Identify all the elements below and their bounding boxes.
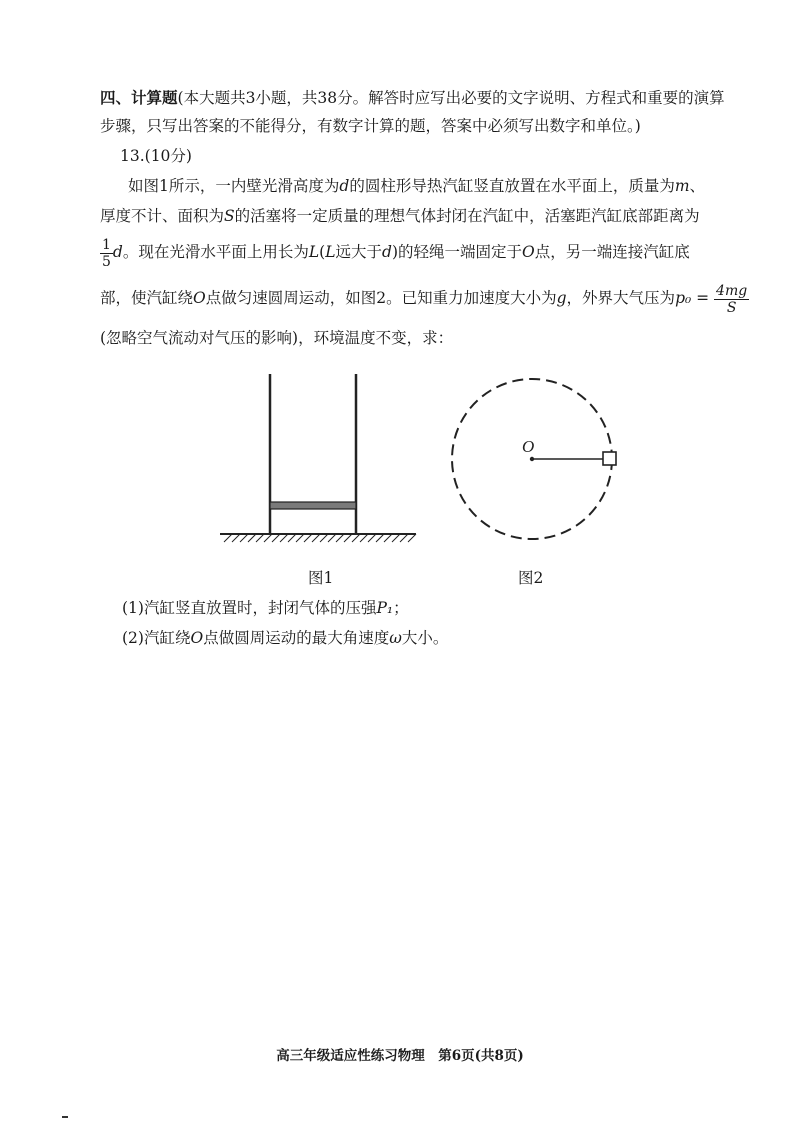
var-O-3: O [190, 629, 204, 647]
q-text-3: 、 [689, 177, 706, 195]
fraction-S-den: S [726, 299, 737, 316]
ground-hatching [224, 534, 416, 542]
q-text-14: = [691, 289, 715, 307]
q-text-6: 。现在光滑水平面上用长为 [122, 243, 309, 261]
sub-question-2-text-c: 大小。 [401, 629, 449, 647]
sub-question-1-text: (1)汽缸竖直放置时，封闭气体的压强 [122, 599, 377, 617]
q-text-8: 远大于 [335, 243, 383, 261]
question-line-1 [128, 176, 705, 196]
question-number [120, 146, 192, 166]
sub-question-2 [122, 628, 448, 648]
piston [270, 502, 356, 509]
q-text-5: 的活塞将一定质量的理想气体封闭在汽缸中，活塞距汽缸底部距离为 [234, 207, 700, 225]
sub-question-1-end: ； [393, 599, 409, 617]
var-omega: ω [389, 629, 402, 647]
figure-2-circle [440, 368, 640, 558]
var-O: O [522, 243, 535, 261]
question-line-4 [100, 280, 749, 316]
q-text-2: 的圆柱形导热汽缸竖直放置在水平面上，质量为 [349, 177, 675, 195]
var-P1: P₁ [376, 599, 394, 617]
var-S: S [224, 207, 235, 225]
var-L: L [308, 243, 320, 261]
var-p0: p₀ [675, 289, 692, 307]
question-line-3 [100, 234, 690, 270]
q-text-7: ( [319, 243, 326, 261]
figure-1-cylinder [210, 368, 430, 558]
question-line-2 [100, 206, 700, 226]
scan-mark [62, 1116, 68, 1118]
q-text-4: 厚度不计、面积为 [100, 207, 225, 225]
question-number-text: 13.(10分) [120, 147, 192, 165]
cylinder-box [603, 452, 616, 465]
section-instructions-a: (本大题共3小题，共38分。解答时应写出必要的文字说明、方程式和重要的演算 [177, 89, 725, 107]
center-label-O: O [522, 437, 535, 456]
section-instructions-b: 步骤，只写出答案的不能得分，有数字计算的题，答案中必须写出数字和单位。) [100, 117, 641, 135]
q-text-9: )的轻绳一端固定于 [391, 243, 523, 261]
fraction-one-fifth-den: 5 [102, 253, 111, 270]
figure-1-caption: 图1 [308, 569, 334, 587]
fraction-4mg-num: 4mg [716, 282, 748, 299]
page-footer: 高三年级适应性练习物理 第6页(共8页) [276, 1048, 524, 1064]
sub-question-2-text-a: (2)汽缸绕 [122, 629, 191, 647]
var-m: m [674, 177, 690, 195]
q-text-15: (忽略空气流动对气压的影响)，环境温度不变，求： [100, 329, 454, 347]
var-g: g [556, 289, 567, 307]
var-d: d [339, 177, 350, 195]
sub-question-1 [122, 598, 409, 618]
section-title: 四、计算题 [100, 88, 178, 107]
var-O-2: O [193, 289, 206, 307]
q-text-10: 点，另一端连接汽缸底 [534, 243, 690, 261]
question-line-5 [100, 328, 453, 348]
q-text-13: ，外界大气压为 [566, 289, 676, 307]
fraction-4mg-over-S [714, 283, 749, 316]
section-header [100, 88, 725, 108]
var-L-2: L [325, 243, 336, 261]
fraction-one-fifth-num: 1 [102, 236, 111, 253]
var-d-3: d [382, 243, 392, 261]
figure-2-caption: 图2 [518, 569, 544, 587]
var-d-2: d [112, 243, 123, 261]
section-instructions-line2 [100, 116, 641, 136]
q-text-11: 部，使汽缸绕 [100, 289, 194, 307]
q-text-1: 如图1所示，一内壁光滑高度为 [128, 177, 340, 195]
fraction-one-fifth [100, 237, 113, 270]
q-text-12: 点做匀速圆周运动，如图2。已知重力加速度大小为 [205, 289, 557, 307]
sub-question-2-text-b: 点做圆周运动的最大角速度 [203, 629, 390, 647]
